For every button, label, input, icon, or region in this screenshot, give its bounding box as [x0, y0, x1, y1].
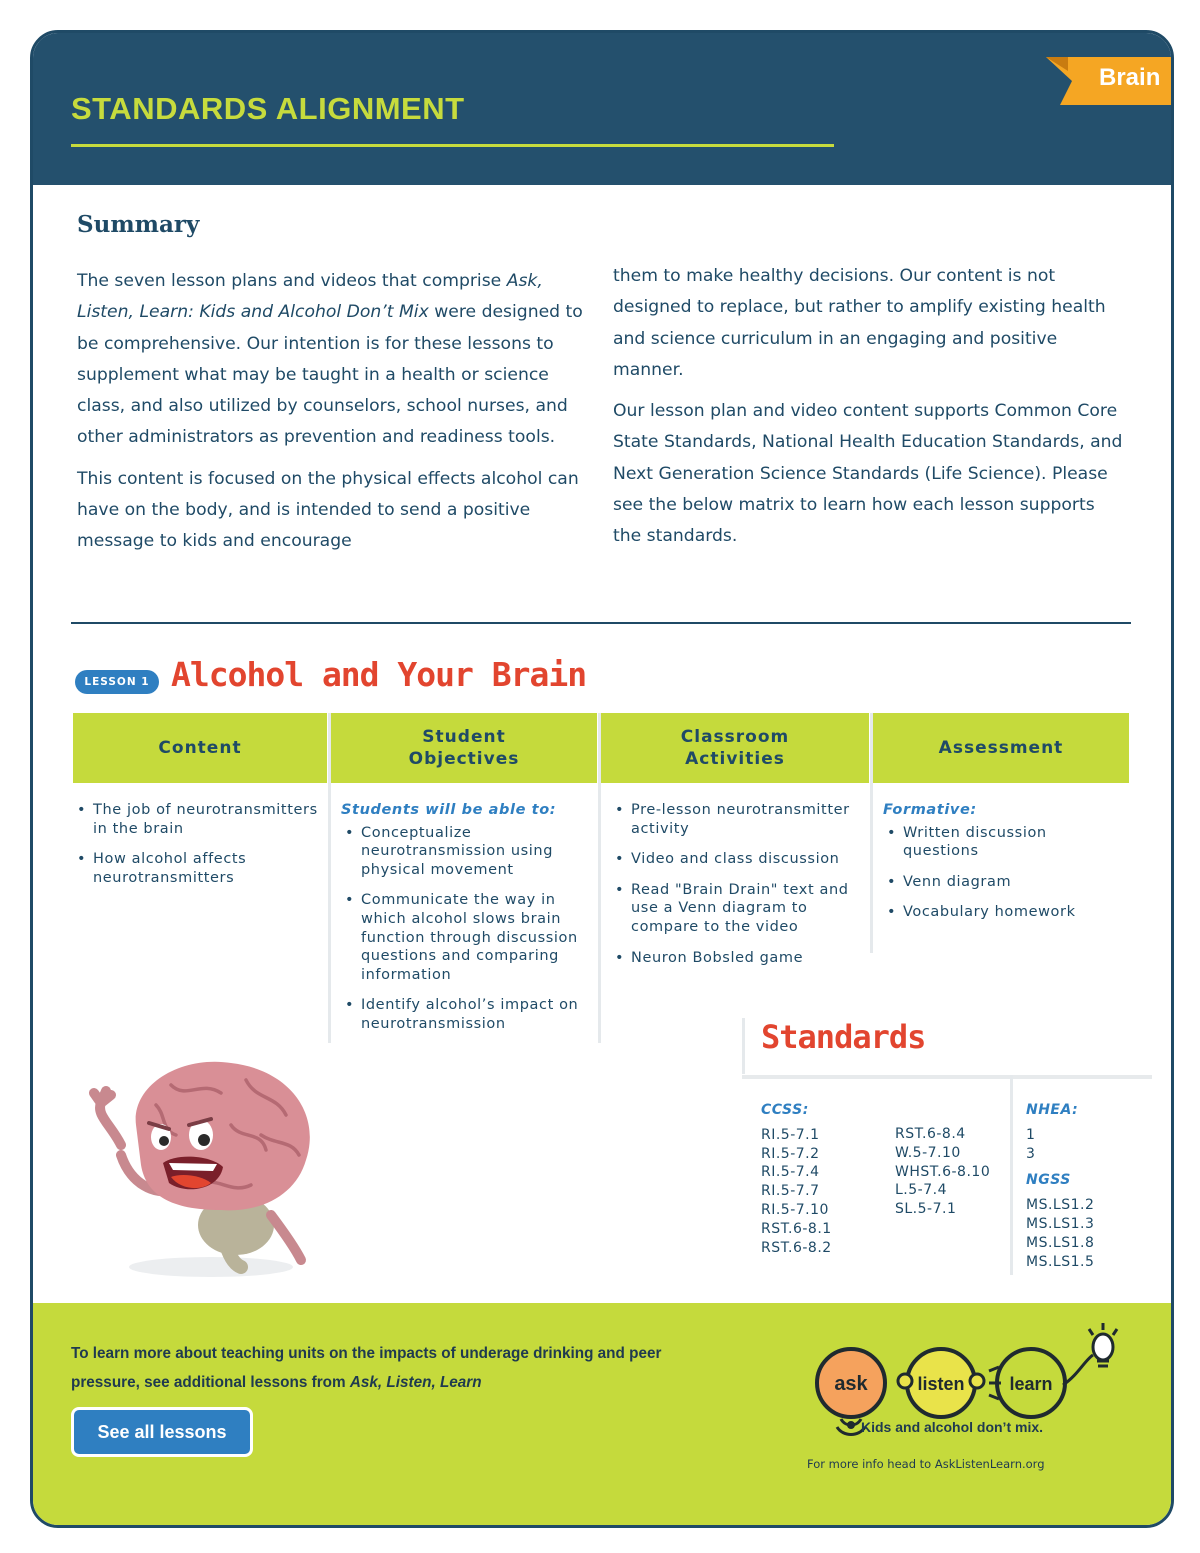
- standards-separator: [1010, 1075, 1013, 1275]
- program-name: Ask, Listen, Learn: Kids and Alcohol Don’t Mix: [77, 271, 543, 323]
- header-band: [33, 33, 1171, 185]
- summary-paragraph: Our lesson plan and video content supports Common Core State Standards, National Health Education Standards, and Next Generation Science Standards (Life Science). Please see the below matrix to learn how each lesson supports the standards.: [613, 401, 1123, 547]
- list-item: WHST.6-8.10: [895, 1163, 991, 1180]
- ccss-list: [761, 1101, 832, 1257]
- ccss-list-2: [895, 1125, 990, 1219]
- logo-word-ask: ask: [834, 1373, 868, 1395]
- page-frame: [30, 30, 1174, 1528]
- list-item: RST.6-8.4: [895, 1126, 966, 1142]
- summary-paragraph: This content is focused on the physical effects alcohol can have on the body, and is intended to send a positive message to kids and encourage: [77, 468, 579, 552]
- header-label: Student Objectives: [408, 727, 520, 769]
- nhea-ngss-list: [1026, 1101, 1094, 1271]
- objectives-cell: [341, 801, 593, 1046]
- list-item: • Neuron Bobsled game: [611, 949, 867, 968]
- page-title: STANDARDS ALIGNMENT: [71, 91, 465, 126]
- summary-text: were designed to be comprehensive. Our intention is for these lessons to supplement what may be taught in a health or science class, and also utilized by counselors, school nurses, and other administrators as prevention and readiness tools.: [77, 302, 583, 448]
- list-item: MS.LS1.5: [1026, 1253, 1095, 1270]
- ccss-label: CCSS:: [761, 1102, 809, 1118]
- list-item: • Conceptualize neurotransmission using physical movement: [341, 824, 593, 880]
- summary-column-right: [613, 261, 1123, 563]
- logo-word-listen: listen: [917, 1374, 965, 1394]
- list-item: • Pre-lesson neurotransmitter activity: [611, 801, 867, 838]
- summary-text: The seven lesson plans and videos that comprise: [77, 271, 502, 291]
- footer-text: [71, 1339, 691, 1397]
- list-item: • Venn diagram: [883, 873, 1123, 892]
- list-item: • The job of neurotransmitters in the brain: [73, 801, 325, 838]
- list-item: RI.5-7.7: [761, 1183, 820, 1200]
- list-item: RST.6-8.1: [761, 1220, 832, 1237]
- footer-copy: To learn more about teaching units on the impacts of underage drinking and peer pressure, see additional lessons from: [71, 1345, 662, 1391]
- list-item: • Identify alcohol’s impact on neurotransmission: [341, 996, 593, 1033]
- nhea-label: NHEA:: [1026, 1102, 1079, 1118]
- list-item: W.5-7.10: [895, 1144, 961, 1161]
- section-divider: [71, 622, 1131, 624]
- standards-rule: [742, 1075, 1152, 1079]
- header-label: Classroom Activities: [680, 727, 790, 769]
- list-item: • Vocabulary homework: [883, 903, 1123, 922]
- objectives-lead: Students will be able to:: [341, 802, 557, 818]
- list-item: 3: [1026, 1145, 1036, 1162]
- list-item: RI.5-7.1: [761, 1126, 820, 1143]
- table-header-assessment: Assessment: [873, 713, 1129, 783]
- list-item: SL.5-7.1: [895, 1201, 957, 1218]
- list-item: • Read "Brain Drain" text and use a Venn diagram to compare to the video: [611, 881, 867, 937]
- list-item: 1: [1026, 1126, 1036, 1143]
- assessment-lead: Formative:: [883, 802, 977, 818]
- list-item: • Video and class discussion: [611, 850, 867, 869]
- content-cell: [73, 801, 325, 899]
- list-item: • Communicate the way in which alcohol slows brain function through discussion questions and comparing information: [341, 891, 593, 984]
- lesson-title: Alcohol and Your Brain: [171, 655, 587, 694]
- column-separator: [870, 713, 873, 953]
- summary-heading: Summary: [77, 211, 200, 238]
- activities-cell: [611, 801, 867, 979]
- column-separator: [598, 713, 601, 1043]
- logo-tagline: Kids and alcohol don’t mix.: [861, 1419, 1044, 1435]
- summary-column-left: [77, 266, 587, 568]
- summary-paragraph: [77, 266, 587, 454]
- title-underline: [71, 144, 834, 147]
- list-item: RST.6-8.2: [761, 1239, 832, 1256]
- list-item: MS.LS1.8: [1026, 1234, 1095, 1251]
- more-info-text: For more info head to AskListenLearn.org: [807, 1457, 1045, 1471]
- program-name: Ask, Listen, Learn: [349, 1374, 482, 1391]
- list-item: MS.LS1.2: [1026, 1197, 1095, 1214]
- summary-paragraph: them to make healthy decisions. Our content is not designed to replace, but rather to amplify existing health and science curriculum in an engaging and positive manner.: [613, 266, 1106, 380]
- assessment-cell: [883, 801, 1123, 934]
- logo-word-learn: learn: [1009, 1374, 1053, 1394]
- list-item: L.5-7.4: [895, 1182, 947, 1199]
- list-item: RI.5-7.10: [761, 1201, 829, 1218]
- standards-title: Standards: [761, 1018, 926, 1056]
- brain-mascot-icon: [61, 1045, 331, 1285]
- standards-side-rule: [742, 1018, 745, 1074]
- table-header-content: Content: [73, 713, 327, 783]
- list-item: RI.5-7.4: [761, 1164, 820, 1181]
- table-header-objectives: [331, 713, 597, 783]
- see-all-lessons-button[interactable]: See all lessons: [71, 1407, 253, 1457]
- table-header-activities: [601, 713, 869, 783]
- ngss-label: NGSS: [1026, 1172, 1071, 1189]
- list-item: MS.LS1.3: [1026, 1215, 1095, 1232]
- lesson-badge: LESSON 1: [75, 670, 159, 694]
- topic-flag-label: Brain: [1099, 64, 1161, 91]
- column-separator: [328, 713, 331, 1043]
- list-item: RI.5-7.2: [761, 1145, 820, 1162]
- list-item: • Written discussion questions: [883, 824, 1123, 861]
- list-item: • How alcohol affects neurotransmitters: [73, 850, 325, 887]
